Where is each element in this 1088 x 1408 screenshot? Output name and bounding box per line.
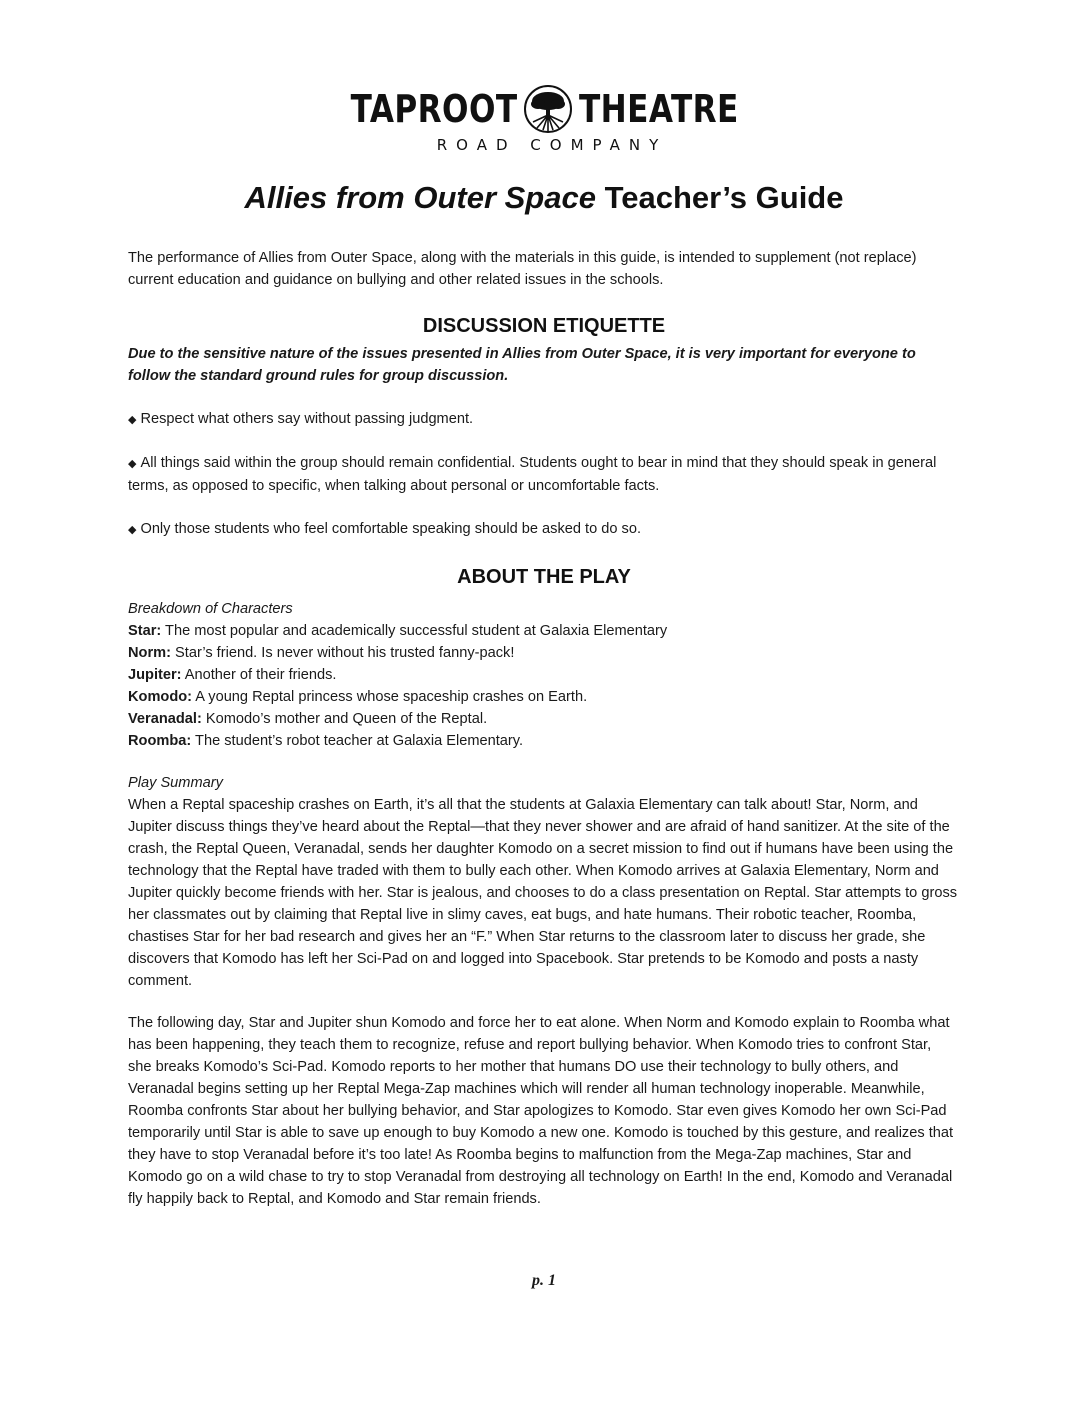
character-item [128,686,958,708]
etiquette-rule [128,452,958,497]
bullet-diamond-icon: ◆ [128,458,137,470]
character-desc: Star’s friend. Is never without his trusted fanny-pack! [170,645,515,661]
page-title [0,180,1088,216]
etiquette-rule [128,408,958,431]
character-item [128,708,958,730]
etiquette-rule [128,518,958,541]
character-desc: The most popular and academically successful student at Galaxia Elementary [161,623,668,639]
etiquette-heading: DISCUSSION ETIQUETTE [422,315,666,337]
logo-word-left: TAPROOT [350,87,518,131]
characters-label: Breakdown of Characters [128,601,293,617]
character-name: Star: [128,623,162,639]
about-heading: ABOUT THE PLAY [457,566,631,588]
rule-text: Respect what others say without passing judgment. [140,411,474,427]
logo-word-right: THEATRE [579,87,740,131]
character-name: Veranadal: [128,711,202,727]
page-number: p. 1 [532,1272,556,1289]
bullet-diamond-icon: ◆ [128,524,137,536]
logo-subtitle: ROAD COMPANY [436,136,668,154]
title-italic: Allies from Outer Space [244,180,596,215]
character-item [128,642,958,664]
etiquette-note: Due to the sensitive nature of the issues presented in Allies from Outer Space, it is very important for everyone to follow the standard ground rules for group discussion. [128,346,916,384]
character-desc: Another of their friends. [181,667,337,683]
summary-label: Play Summary [128,775,223,791]
summary-paragraph: The following day, Star and Jupiter shun Komodo and force her to eat alone. When Norm and Komodo explain to Roomba what has been happening, they teach them to recognize, refuse and report bullying behavior. When Komodo tries to confront Star, she breaks Komodo’s Sci-Pad. Komodo reports to her mother that humans DO use their technology to bully others, and Veranadal begins setting up her Reptal Mega-Zap machines which will render all human technology inoperable. Meanwhile, Roomba confronts Star about her bullying behavior, and Star apologizes to Komodo. Star even gives Komodo her own Sci-Pad temporarily until Star is able to save up enough to buy Komodo a new one. Komodo is touched by this gesture, and realizes that they have to stop Veranadal before it’s too late! As Roomba begins to malfunction from the Mega-Zap machines, Star and Komodo go on a wild chase to try to stop Veranadal from destroying all technology on Earth! In the end, Komodo and Veranadal fly happily back to Reptal, and Komodo and Star remain friends. [128,1015,954,1207]
intro-paragraph: The performance of Allies from Outer Space, along with the materials in this guide, is intended to supplement (not replace) current education and guidance on bullying and other related issues in the schools. [128,250,917,288]
character-name: Jupiter: [128,667,182,683]
characters-list [128,598,958,752]
summary-paragraph: When a Reptal spaceship crashes on Earth, it’s all that the students at Galaxia Elementary can talk about! Star, Norm, and Jupiter discuss things they’ve heard about the Reptal—that they never shower and are afraid of hand sanitizer. At the site of the crash, the Reptal Queen, Veranadal, sends her daughter Komodo on a secret mission to find out if humans have been using the technology that the Reptal have traded with them to bully each other. When Komodo arrives at Galaxia Elementary, Norm and Jupiter quickly become friends with her. Star is jealous, and chooses to do a class presentation on Reptal. Star attempts to gross her classmates out by claiming that Reptal live in slimy caves, eat bugs, and hate humans. Their robotic teacher, Roomba, chastises Star for her bad research and gives her an “F.” When Star returns to the classroom later to discuss her grade, she discovers that Komodo has left her Sci-Pad on and logged into Spacebook. Star pretends to be Komodo and posts a nasty comment. [128,797,958,989]
rule-text: Only those students who feel comfortable speaking should be asked to do so. [140,521,642,537]
character-item [128,730,958,752]
title-rest: Teacher’s Guide [595,180,844,215]
character-item [128,664,958,686]
character-name: Norm: [128,645,171,661]
character-name: Komodo: [128,689,193,705]
character-desc: Komodo’s mother and Queen of the Reptal. [201,711,488,727]
taproot-logo [0,84,1088,154]
tree-icon [523,84,573,134]
character-item [128,620,958,642]
character-name: Roomba: [128,733,192,749]
rule-text: All things said within the group should remain confidential. Students ought to bear in mind that they should speak in general terms, as opposed to specific, when talking about personal or uncomfortable facts. [128,455,937,494]
character-desc: A young Reptal princess whose spaceship crashes on Earth. [192,689,588,705]
bullet-diamond-icon: ◆ [128,414,137,426]
character-desc: The student’s robot teacher at Galaxia Elementary. [191,733,524,749]
